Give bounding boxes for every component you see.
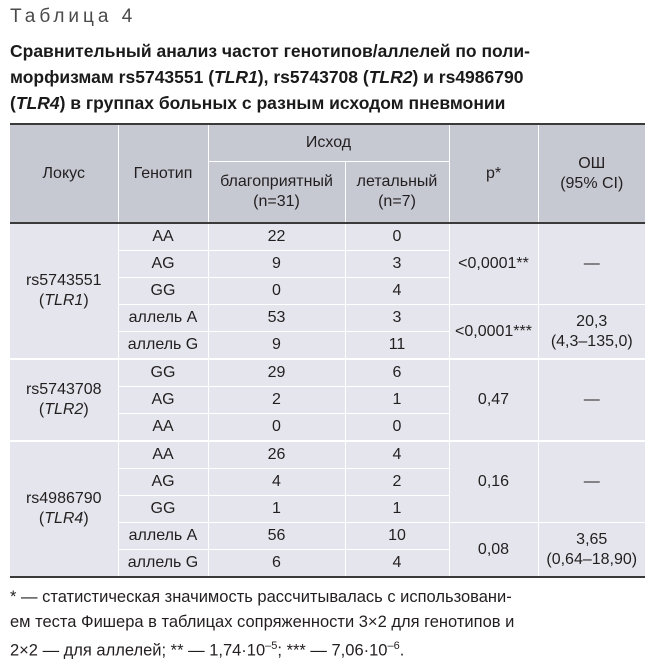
- favorable-cell: 0: [208, 414, 345, 442]
- favorable-cell: 0: [208, 278, 345, 305]
- genotype-cell: GG: [118, 496, 208, 523]
- footnote-line-3: 2×2 — для аллелей; ** — $1,74\cdot 10^{-5}$; *** — $7,06\cdot 10^{-6}$.: [10, 640, 405, 660]
- favorable-cell: 56: [208, 523, 345, 550]
- favorable-cell: 22: [208, 223, 345, 251]
- caption-line-2: морфизмам rs5743551 (TLR1), rs5743708 (TLR2) и rs4986790: [10, 67, 524, 87]
- or-cell: —: [538, 441, 645, 523]
- locus-cell-tlr4: rs4986790 (TLR4): [10, 441, 118, 577]
- genotype-cell: AA: [118, 223, 208, 251]
- lethal-cell: 2: [345, 469, 449, 496]
- favorable-cell: 9: [208, 251, 345, 278]
- lethal-cell: 6: [345, 359, 449, 387]
- caption-line-1: Сравнительный анализ частот генотипов/аллелей по поли-: [10, 41, 530, 61]
- lethal-cell: 4: [345, 550, 449, 578]
- p-value-cell: 0,47: [449, 359, 538, 441]
- p-value-cell: 0,08: [449, 523, 538, 578]
- genotype-cell: аллель A: [118, 523, 208, 550]
- table-body: [10, 223, 645, 577]
- genotype-frequency-table: [10, 123, 645, 578]
- favorable-cell: 53: [208, 305, 345, 332]
- p-value-cell: <0,0001***: [449, 305, 538, 360]
- genotype-cell: аллель A: [118, 305, 208, 332]
- favorable-cell: 29: [208, 359, 345, 387]
- lethal-cell: 3: [345, 251, 449, 278]
- lethal-cell: 3: [345, 305, 449, 332]
- table-label: Таблица 4: [10, 6, 137, 27]
- table-caption: [10, 38, 642, 116]
- gene-tlr1: TLR1: [214, 67, 258, 87]
- footnote-line-2: ем теста Фишера в таблицах сопряженности 3×2 для генотипов и: [10, 612, 515, 631]
- genotype-cell: GG: [118, 278, 208, 305]
- lethal-cell: 4: [345, 278, 449, 305]
- header-locus: Локус: [10, 124, 118, 223]
- favorable-cell: 4: [208, 469, 345, 496]
- favorable-cell: 26: [208, 441, 345, 469]
- or-cell: —: [538, 359, 645, 441]
- gene-tlr4: TLR4: [15, 93, 60, 113]
- locus-cell-tlr1: rs5743551 (TLR1): [10, 223, 118, 359]
- header-lethal: летальный (n=7): [345, 162, 449, 224]
- genotype-cell: аллель G: [118, 550, 208, 578]
- header-favorable: благоприятный (n=31): [208, 162, 345, 224]
- lethal-cell: 1: [345, 496, 449, 523]
- table-header: [10, 124, 645, 223]
- genotype-cell: AG: [118, 387, 208, 414]
- gene-tlr2: TLR2: [368, 67, 413, 87]
- favorable-cell: 2: [208, 387, 345, 414]
- lethal-cell: 0: [345, 223, 449, 251]
- genotype-cell: AA: [118, 441, 208, 469]
- lethal-cell: 10: [345, 523, 449, 550]
- lethal-cell: 11: [345, 332, 449, 360]
- or-cell: —: [538, 223, 645, 305]
- footnote-line-1: * — статистическая значимость рассчитывалась с использовани-: [10, 588, 512, 606]
- genotype-cell: AG: [118, 469, 208, 496]
- favorable-cell: 6: [208, 550, 345, 578]
- table-row: [10, 441, 645, 469]
- header-p: p*: [449, 124, 538, 223]
- p-value-cell: <0,0001**: [449, 223, 538, 305]
- favorable-cell: 9: [208, 332, 345, 360]
- header-genotype: Генотип: [118, 124, 208, 223]
- p-value-cell: 0,16: [449, 441, 538, 523]
- genotype-cell: GG: [118, 359, 208, 387]
- favorable-cell: 1: [208, 496, 345, 523]
- lethal-cell: 0: [345, 414, 449, 442]
- header-outcome: Исход: [208, 124, 449, 162]
- caption-line-3: (TLR4) в группах больных с разным исходом пневмонии: [10, 93, 506, 113]
- lethal-cell: 1: [345, 387, 449, 414]
- or-cell: 3,65 (0,64–18,90): [538, 523, 645, 578]
- genotype-cell: AA: [118, 414, 208, 442]
- lethal-cell: 4: [345, 441, 449, 469]
- table-footnote: [10, 585, 643, 663]
- genotype-cell: AG: [118, 251, 208, 278]
- or-cell: 20,3 (4,3–135,0): [538, 305, 645, 360]
- genotype-cell: аллель G: [118, 332, 208, 360]
- table-row: [10, 223, 645, 251]
- locus-cell-tlr2: rs5743708 (TLR2): [10, 359, 118, 441]
- header-or: ОШ (95% CI): [538, 124, 645, 223]
- table-row: [10, 359, 645, 387]
